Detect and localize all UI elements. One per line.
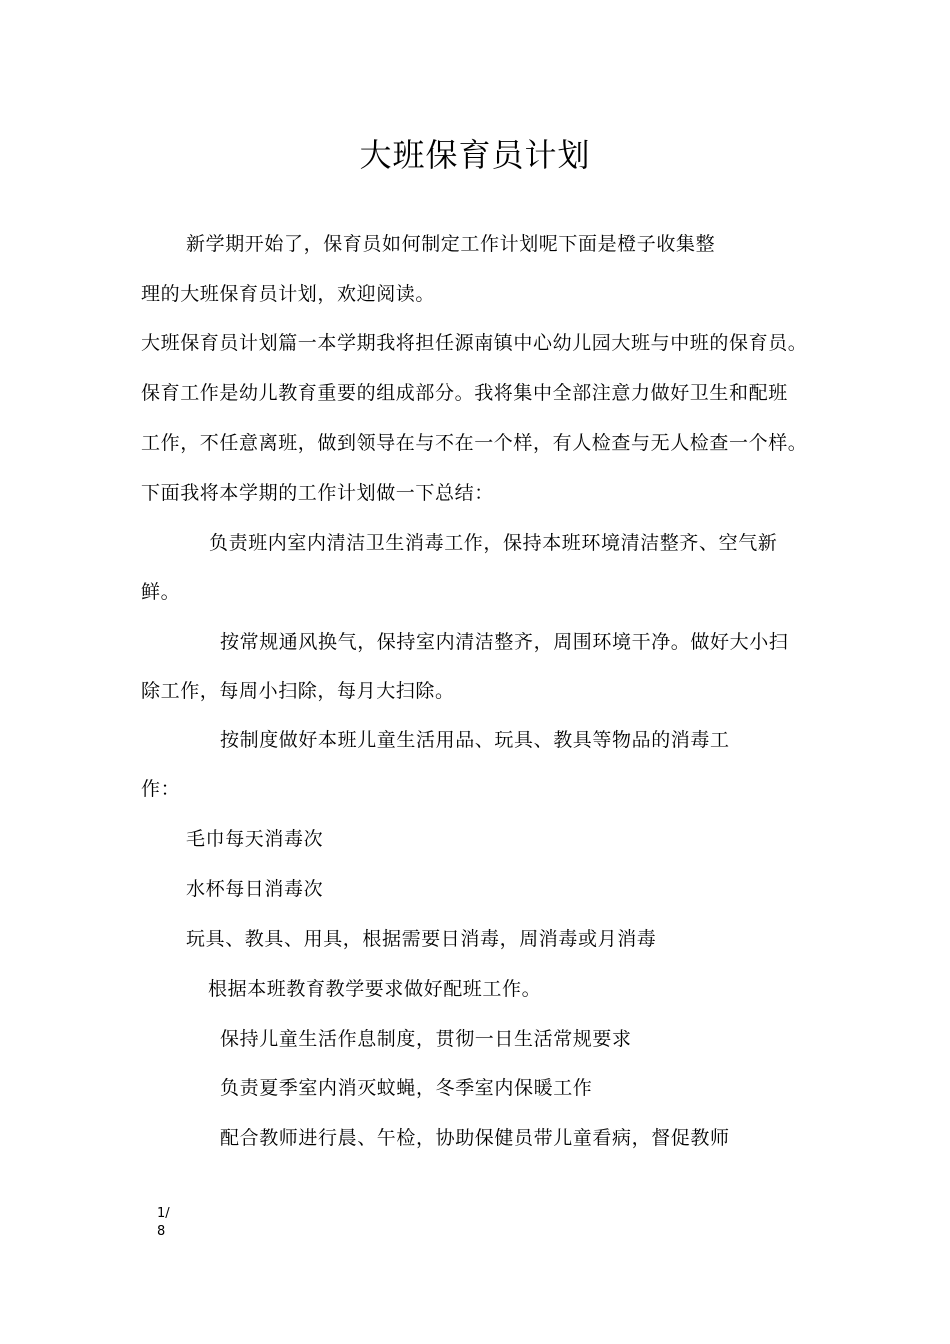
paragraph-line: 按制度做好本班儿童生活用品、玩具、教具等物品的消毒工 [220, 729, 730, 751]
document-title: 大班保育员计划 [359, 136, 591, 174]
paragraph-line: 工作，不任意离班，做到领导在与不在一个样，有人检查与无人检查一个样。 [141, 432, 808, 454]
list-item: 毛巾每天消毒次 [186, 828, 324, 850]
page-number-top: 1/ [157, 1206, 170, 1221]
paragraph-line: 根据本班教育教学要求做好配班工作。 [208, 978, 542, 1000]
paragraph-line: 大班保育员计划篇一本学期我将担任源南镇中心幼儿园大班与中班的保育员。 [141, 332, 808, 354]
paragraph-line: 新学期开始了，保育员如何制定工作计划呢下面是橙子收集整 [186, 233, 716, 255]
paragraph-line: 保持儿童生活作息制度，贯彻一日生活常规要求 [220, 1028, 632, 1050]
paragraph-line: 鲜。 [141, 581, 181, 603]
list-item: 水杯每日消毒次 [186, 878, 324, 900]
paragraph-line: 理的大班保育员计划，欢迎阅读。 [141, 283, 436, 305]
paragraph-line: 除工作，每周小扫除，每月大扫除。 [141, 680, 455, 702]
page-number-bottom: 8 [157, 1224, 166, 1239]
paragraph-line: 负责夏季室内消灭蚊蝇，冬季室内保暖工作 [220, 1077, 593, 1099]
paragraph-line: 配合教师进行晨、午检，协助保健员带儿童看病，督促教师 [220, 1127, 730, 1149]
paragraph-line: 保育工作是幼儿教育重要的组成部分。我将集中全部注意力做好卫生和配班 [141, 382, 788, 404]
list-item: 玩具、教具、用具，根据需要日消毒，周消毒或月消毒 [186, 928, 657, 950]
paragraph-line: 作： [141, 778, 181, 800]
paragraph-line: 负责班内室内清洁卫生消毒工作，保持本班环境清洁整齐、空气新 [209, 532, 778, 554]
paragraph-line: 下面我将本学期的工作计划做一下总结： [141, 482, 494, 504]
paragraph-line: 按常规通风换气，保持室内清洁整齐，周围环境干净。做好大小扫 [220, 631, 789, 653]
